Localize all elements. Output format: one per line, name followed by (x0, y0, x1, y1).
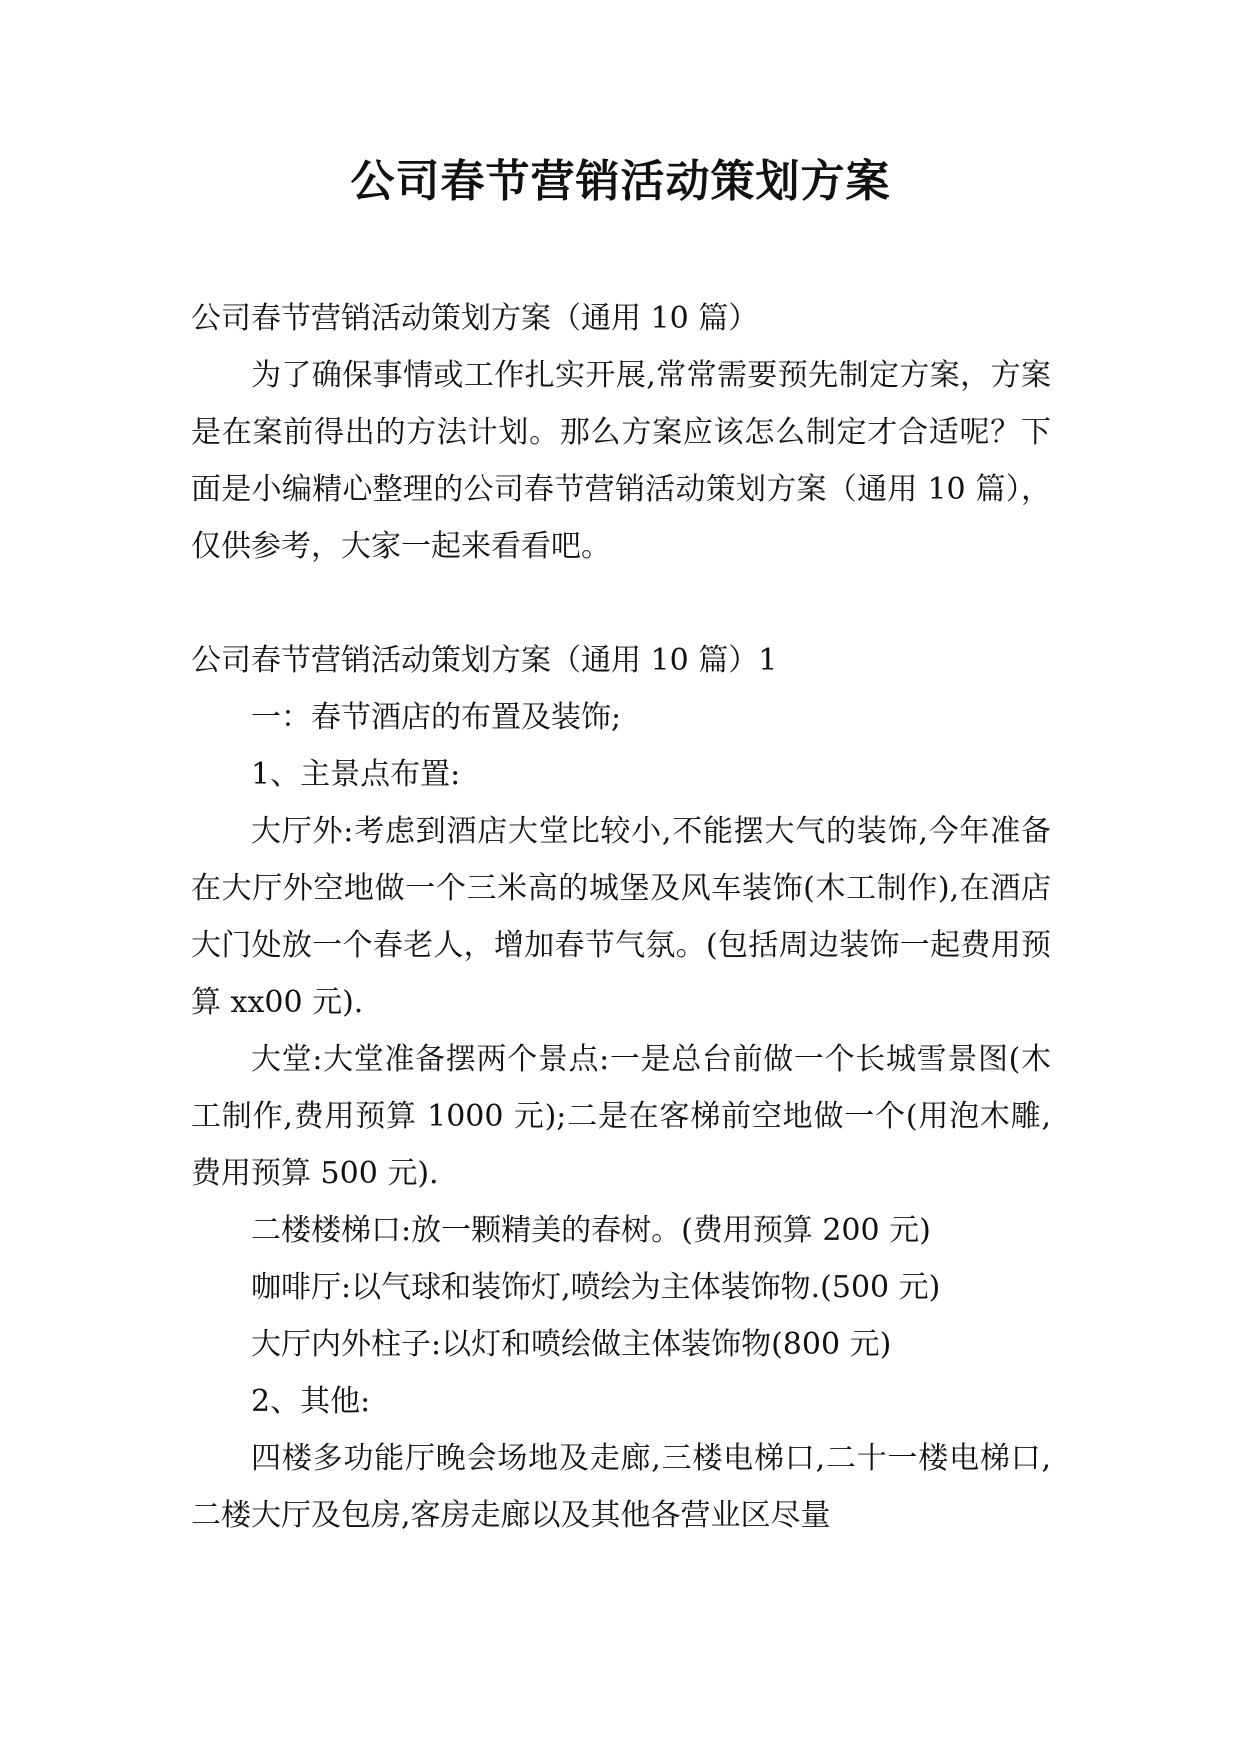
document-body (191, 290, 1051, 1544)
item-title: 2、其他: (251, 1384, 371, 1419)
document-title: 公司春节营销活动策划方案 (350, 156, 891, 207)
intro-paragraph: 为了确保事情或工作扎实开展,常常需要预先制定方案，方案是在案前得出的方法计划。那么方案应该怎么制定才合适呢？下面是小编精心整理的公司春节营销活动策划方案（通用 10 篇），仅供参考，大家一起来看看吧。 (191, 358, 1051, 564)
section-heading: 公司春节营销活动策划方案（通用 10 篇）1 (191, 643, 778, 678)
paragraph-lobby: 大堂:大堂准备摆两个景点:一是总台前做一个长城雪景图(木工制作,费用预算 1000 元);二是在客梯前空地做一个(用泡木雕,费用预算 500 元). (191, 1042, 1051, 1191)
paragraph-gap (191, 575, 1051, 632)
paragraph-cafe: 咖啡厅:以气球和装饰灯,喷绘为主体装饰物.(500 元) (251, 1270, 941, 1305)
intro-heading: 公司春节营销活动策划方案（通用 10 篇） (191, 301, 759, 336)
item-title: 1、主景点布置: (251, 757, 461, 792)
paragraph-pillars: 大厅内外柱子:以灯和喷绘做主体装饰物(800 元) (251, 1327, 892, 1362)
paragraph-outside-hall: 大厅外:考虑到酒店大堂比较小,不能摆大气的装饰,今年准备在大厅外空地做一个三米高的城堡及风车装饰(木工制作),在酒店大门处放一个春老人，增加春节气氛。(包括周边装饰一起费用预算 xx00 元). (191, 814, 1051, 1020)
paragraph-other: 四楼多功能厅晚会场地及走廊,三楼电梯口,二十一楼电梯口,二楼大厅及包房,客房走廊以及其他各营业区尽量 (191, 1441, 1051, 1533)
part-title: 一：春节酒店的布置及装饰; (251, 700, 622, 735)
paragraph-stairs: 二楼楼梯口:放一颗精美的春树。(费用预算 200 元) (251, 1213, 931, 1248)
